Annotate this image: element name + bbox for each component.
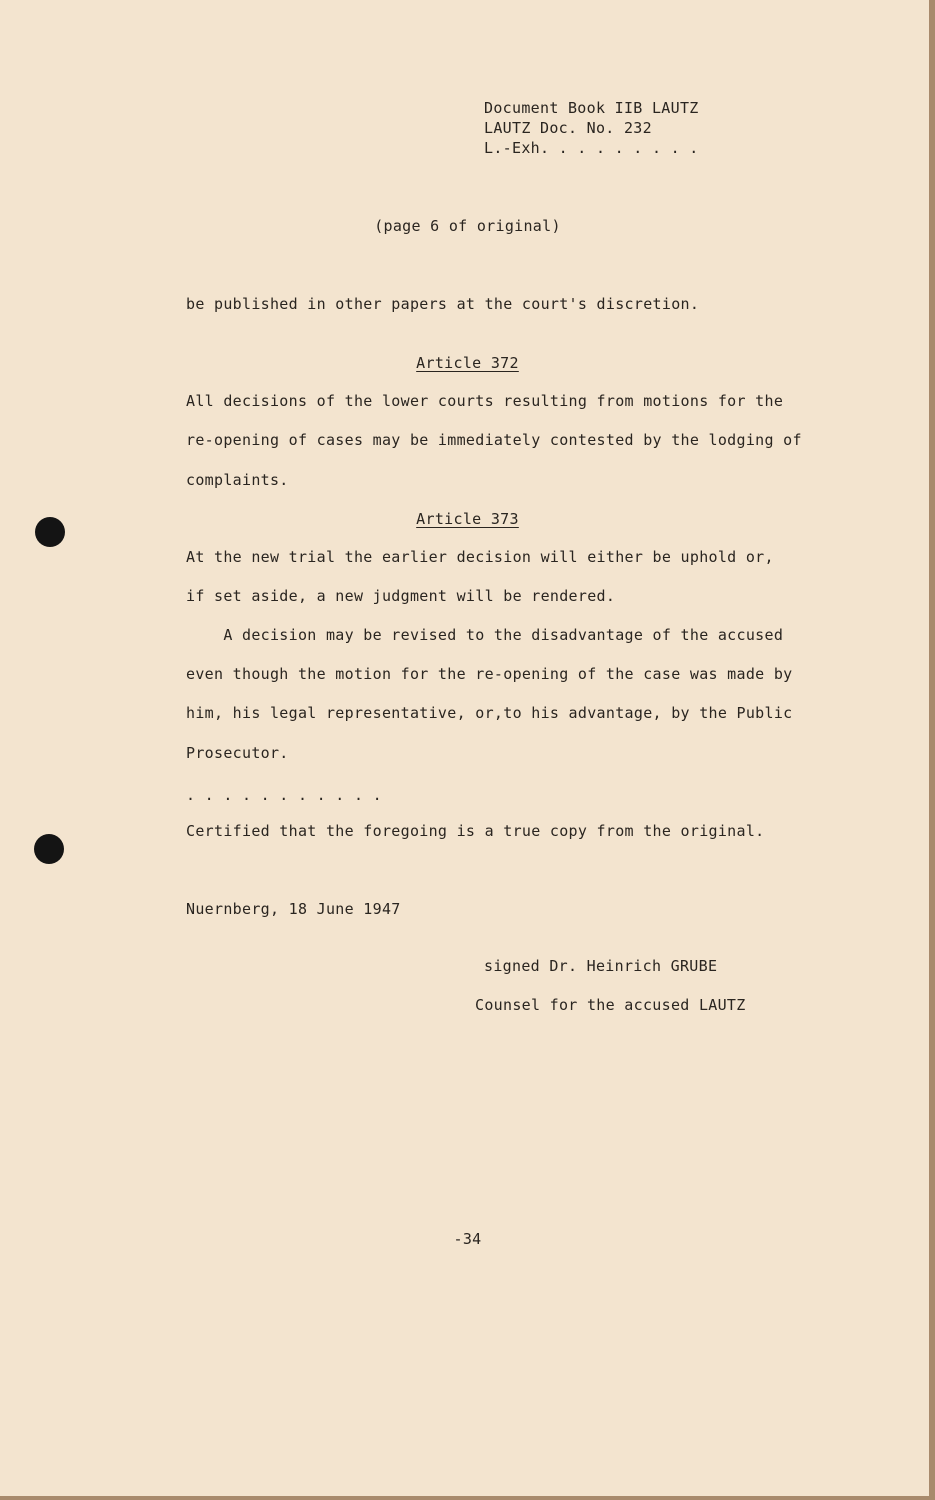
article-373-line: At the new trial the earlier decision will either be uphold or, <box>186 548 774 566</box>
header-doc-number: LAUTZ Doc. No. 232 <box>484 119 652 137</box>
article-373-line: even though the motion for the re-opening of the case was made by <box>186 665 793 683</box>
page-number: -34 <box>453 1230 482 1248</box>
article-373-line: him, his legal representative, or,to his advantage, by the Public <box>186 704 793 722</box>
place-date: Nuernberg, 18 June 1947 <box>186 900 401 918</box>
article-373-line: Prosecutor. <box>186 744 289 762</box>
article-372-line: complaints. <box>186 471 289 489</box>
article-372-line: re-opening of cases may be immediately contested by the lodging of <box>186 431 802 449</box>
article-373-line: if set aside, a new judgment will be rendered. <box>186 587 616 605</box>
signature-line: signed Dr. Heinrich GRUBE <box>484 957 718 975</box>
signature-title: Counsel for the accused LAUTZ <box>475 996 746 1014</box>
header-exhibit: L.-Exh. . . . . . . . . <box>484 139 699 157</box>
article-373-heading: Article 373 <box>416 510 519 528</box>
binder-hole-bottom <box>34 834 64 864</box>
article-372-line: All decisions of the lower courts resulting from motions for the <box>186 392 784 410</box>
page-reference: (page 6 of original) <box>374 217 561 235</box>
ellipsis-dots: . . . . . . . . . . . <box>186 786 382 804</box>
article-373-line: A decision may be revised to the disadvantage of the accused <box>186 626 784 644</box>
certification-text: Certified that the foregoing is a true copy from the original. <box>186 822 765 840</box>
header-document-book: Document Book IIB LAUTZ <box>484 99 699 117</box>
intro-text: be published in other papers at the court's discretion. <box>186 295 700 313</box>
article-372-heading: Article 372 <box>416 354 519 372</box>
